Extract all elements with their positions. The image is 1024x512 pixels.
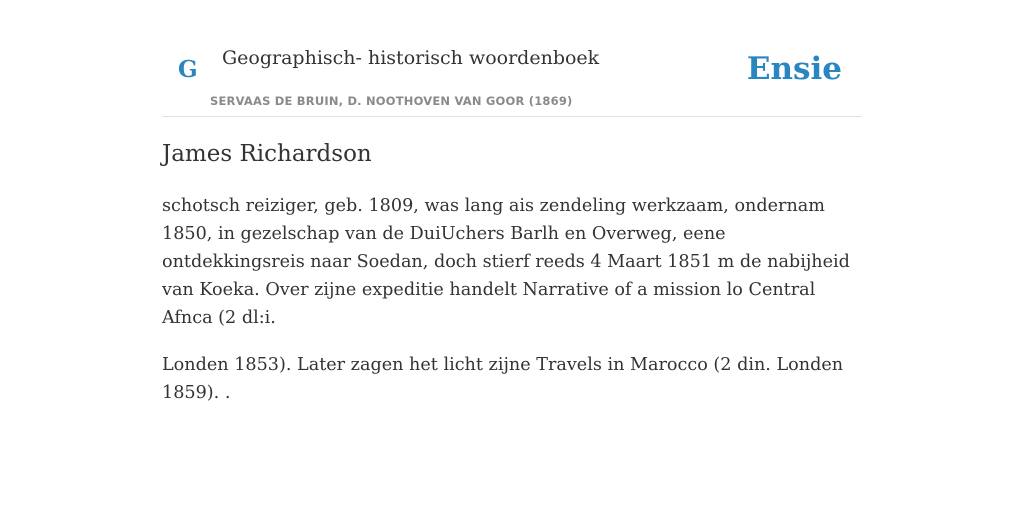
dictionary-badge-letter[interactable]: G bbox=[178, 56, 198, 83]
entry-title: James Richardson bbox=[162, 141, 372, 167]
dictionary-title[interactable]: Geographisch- historisch woordenboek bbox=[222, 47, 600, 69]
ensie-logo[interactable]: Ensie bbox=[746, 51, 842, 87]
entry-paragraph: Londen 1853). Later zagen het licht zijne Travels in Marocco (2 din. Londen 1859). . bbox=[162, 355, 844, 403]
page-header bbox=[162, 0, 862, 117]
entry-body bbox=[162, 192, 862, 426]
dictionary-authors: SERVAAS DE BRUIN, D. NOOTHOVEN VAN GOOR (1869) bbox=[210, 94, 573, 108]
entry-paragraph: schotsch reiziger, geb. 1809, was lang ais zendeling werkzaam, ondernam 1850, in gezelschap van de DuiUchers Barlh en Overweg, eene ontdekkingsreis naar Soedan, doch stierf reeds 4 Maart 1851 m de nabijheid van Koeka. Over zijne expeditie handelt Narrative of a mission lo Central Afnca (2 dl:i. bbox=[162, 196, 850, 328]
